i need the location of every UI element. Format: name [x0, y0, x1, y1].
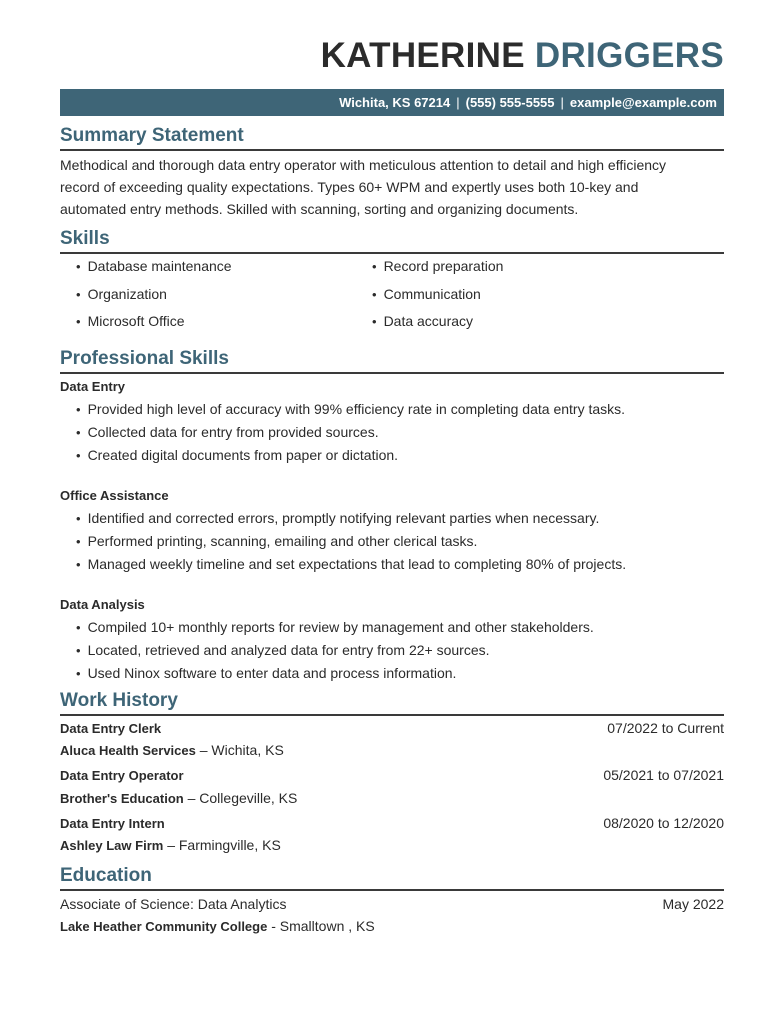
- contact-phone: (555) 555-5555: [465, 95, 555, 110]
- list-item: • Managed weekly timeline and set expectations that lead to completing 80% of projects.: [76, 553, 716, 576]
- education-date: May 2022: [662, 896, 724, 912]
- job-title: Data Entry Clerk: [60, 721, 162, 736]
- job-employer: [60, 837, 281, 853]
- company-name: Aluca Health Services: [60, 743, 196, 758]
- skill-item: • Organization: [76, 286, 167, 302]
- education-title: Education: [60, 864, 724, 891]
- contact-separator: |: [456, 95, 460, 110]
- skill-group-title: Data Entry: [60, 379, 126, 394]
- skill-group-title: Data Analysis: [60, 597, 145, 612]
- job-dates: 07/2022 to Current: [607, 720, 724, 736]
- job-title: Data Entry Operator: [60, 768, 184, 783]
- skill-item: • Microsoft Office: [76, 313, 185, 329]
- job-title: Data Entry Intern: [60, 816, 165, 831]
- list-item: • Used Ninox software to enter data and process information.: [76, 662, 716, 685]
- last-name: DRIGGERS: [534, 36, 724, 75]
- skill-item: • Database maintenance: [76, 258, 232, 274]
- list-item: • Performed printing, scanning, emailing and other clerical tasks.: [76, 530, 716, 553]
- skill-group-bullets: [76, 616, 716, 685]
- work-history-title: Work History: [60, 689, 724, 716]
- job-dates: 05/2021 to 07/2021: [603, 767, 724, 783]
- list-item: • Identified and corrected errors, promptly notifying relevant parties when necessary.: [76, 507, 716, 530]
- list-item: • Provided high level of accuracy with 99% efficiency rate in completing data entry tasks.: [76, 398, 716, 421]
- list-item: • Compiled 10+ monthly reports for review by management and other stakeholders.: [76, 616, 716, 639]
- company-name: Brother's Education: [60, 791, 184, 806]
- summary-title: Summary Statement: [60, 124, 724, 151]
- list-item: • Created digital documents from paper or dictation.: [76, 444, 716, 467]
- job-dates: 08/2020 to 12/2020: [603, 815, 724, 831]
- school-location: - Smalltown , KS: [267, 918, 375, 934]
- skill-group-bullets: [76, 398, 716, 467]
- summary-text: Methodical and thorough data entry operator with meticulous attention to detail and high efficiency record of exceeding quality expectations. Types 60+ WPM and expertly uses both 10-key and automated entry methods. Skilled with scanning, sorting and organizing documents.: [60, 157, 667, 217]
- professional-skills-title: Professional Skills: [60, 347, 724, 374]
- company-name: Ashley Law Firm: [60, 838, 164, 853]
- skill-item: • Communication: [372, 286, 481, 302]
- list-item: • Collected data for entry from provided sources.: [76, 421, 716, 444]
- company-location: – Wichita, KS: [195, 742, 284, 758]
- candidate-name: [321, 36, 724, 76]
- skill-item: • Data accuracy: [372, 313, 473, 329]
- contact-location: Wichita, KS 67214: [339, 95, 451, 110]
- contact-separator: |: [560, 95, 564, 110]
- company-location: – Collegeville, KS: [183, 790, 298, 806]
- list-item: • Located, retrieved and analyzed data for entry from 22+ sources.: [76, 639, 716, 662]
- job-employer: [60, 790, 297, 806]
- job-employer: [60, 742, 284, 758]
- contact-email: example@example.com: [569, 95, 717, 110]
- company-location: – Farmingville, KS: [163, 837, 281, 853]
- school-name: Lake Heather Community College: [60, 919, 268, 934]
- education-school: [60, 918, 375, 934]
- first-name: KATHERINE: [320, 36, 525, 75]
- skill-group-title: Office Assistance: [60, 488, 169, 503]
- contact-bar: [60, 89, 724, 116]
- education-degree: Associate of Science: Data Analytics: [60, 896, 287, 912]
- skill-item: • Record preparation: [372, 258, 503, 274]
- skills-title: Skills: [60, 227, 724, 254]
- skill-group-bullets: [76, 507, 716, 576]
